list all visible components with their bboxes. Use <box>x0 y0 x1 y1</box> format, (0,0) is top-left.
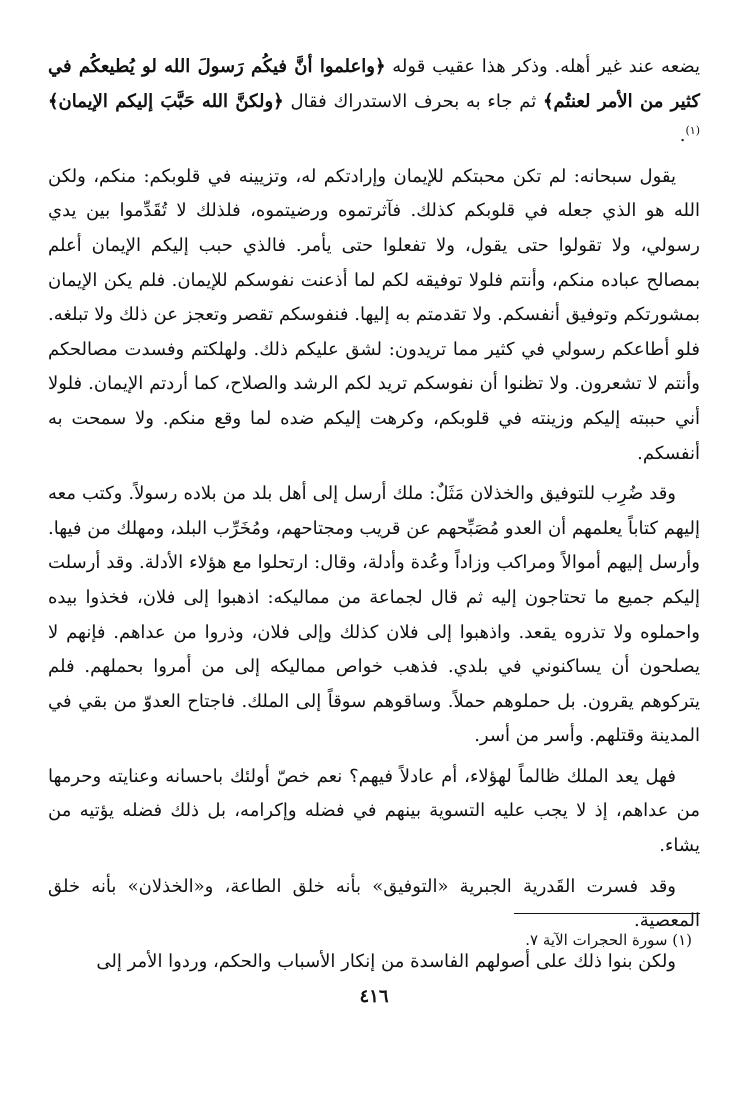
footnote-separator <box>514 913 700 914</box>
quran-verse: ﴿واعلموا أنَّ فيكُم رَسولَ الله لو يُطيعكُم في كثير من الأمر لعنتُم﴾ <box>48 56 701 112</box>
main-text <box>48 50 700 979</box>
body-text: ثم جاء به بحرف الاستدراك فقال <box>283 90 543 112</box>
footnote-text: سورة الحجرات الآية ٧. <box>525 931 668 949</box>
body-text: وقد ضُرِب للتوفيق والخذلان مَثَلٌ: ملك أرسل إلى أهل بلد من بلاده رسولاً. وكتب معه إليهم كتاباً يعلمهم أن العدو مُصَبِّحهم عن قريب ومجتاحهم، ومُخَرِّب البلد، ومهلك من فيها. وأرسل إليهم أموالاً ومراكب وزاداً وعُدة وأدلة، وقال: ارتحلوا مع هؤلاء الأدلة. وقد أرسلت إليكم جميع ما تحتاجون إليه ثم قال لجماعة من مماليكه: اذهبوا إلى فلان، فخذوا بيده واحملوه ولا تذروه يقعد. واذهبوا إلى فلان كذلك وإلى فلان، وذروا من عداهم. فإنهم لا يصلحون أن يساكنوني في بلدي. فذهب خواص مماليكه إلى من أمروا بحملهم. فلم يتركوهم يقرون. بل حملوهم حملاً. وساقوهم سوقاً إلى الملك. فاجتاح العدوّ من بقي في المدينة وقتلهم. وأسر من أسر. <box>48 483 700 747</box>
paragraph <box>48 160 700 471</box>
page-number: ٤١٦ <box>359 986 389 1007</box>
footnote-marker: (١) <box>672 931 692 949</box>
body-text: فهل يعد الملك ظالماً لهؤلاء، أم عادلاً فيهم؟ نعم خصّ أولئك باحسانه وعنايته وحرمها من عداهم، إذ لا يجب عليه التسوية بينهم في فضله وإكرامه، بل ذلك فضله يؤتيه من يشاء. <box>48 765 700 857</box>
paragraph <box>48 477 700 754</box>
paragraph <box>48 50 700 154</box>
paragraph <box>48 760 700 864</box>
body-text: يضعه عند غير أهله. وذكر هذا عقيب قوله <box>385 56 700 77</box>
body-text: يقول سبحانه: لم تكن محبتكم للإيمان وإرادتكم له، وتزيينه في قلوبكم: منكم، ولكن الله هو الذي جعله في قلوبكم كذلك. فآثرتموه ورضيتموه، فلذلك لا تُقَدِّموا بين يدي رسولي، ولا تقولوا حتى يقول، ولا تفعلوا حتى يأمر. فالذي حبب إليكم الإيمان أعلم بمصالح عباده منكم، وأنتم فلولا توفيقه لكم لما أذعنت نفوسكم للإيمان. فلم يكن الإيمان بمشورتكم وتوفيق أنفسكم. ولا تقدمتم به إليها. فنفوسكم تقصر وتعجز عن ذلك ولا تبلغه. فلو أطاعكم رسولي في كثير مما تريدون: لشق عليكم ذلك. ولهلكتم وفسدت مصالحكم وأنتم لا تشعرون. ولا تظنوا أن نفوسكم تريد لكم الرشد والصلاح، كما أردتم الإيمان. فلولا أني حببته إليكم وزينته في قلوبكم، وكرهت إليكم ضده لما وقع منكم. ولا سمحت به أنفسكم. <box>48 165 700 464</box>
body-text: وقد فسرت القَدرية الجبرية «التوفيق» بأنه خلق الطاعة، و«الخذلان» بأنه خلق المعصية. <box>48 875 700 932</box>
quran-verse: ﴿ولكنَّ الله حَبَّبَ إليكم الإيمان﴾ <box>48 90 284 112</box>
body-text: . <box>679 125 686 147</box>
body-text: ولكن بنوا ذلك على أصولهم الفاسدة من إنكار الأسباب والحكم، وردوا الأمر إلى <box>96 950 676 972</box>
footnote-reference: (١) <box>685 124 700 138</box>
footnote <box>48 928 692 952</box>
